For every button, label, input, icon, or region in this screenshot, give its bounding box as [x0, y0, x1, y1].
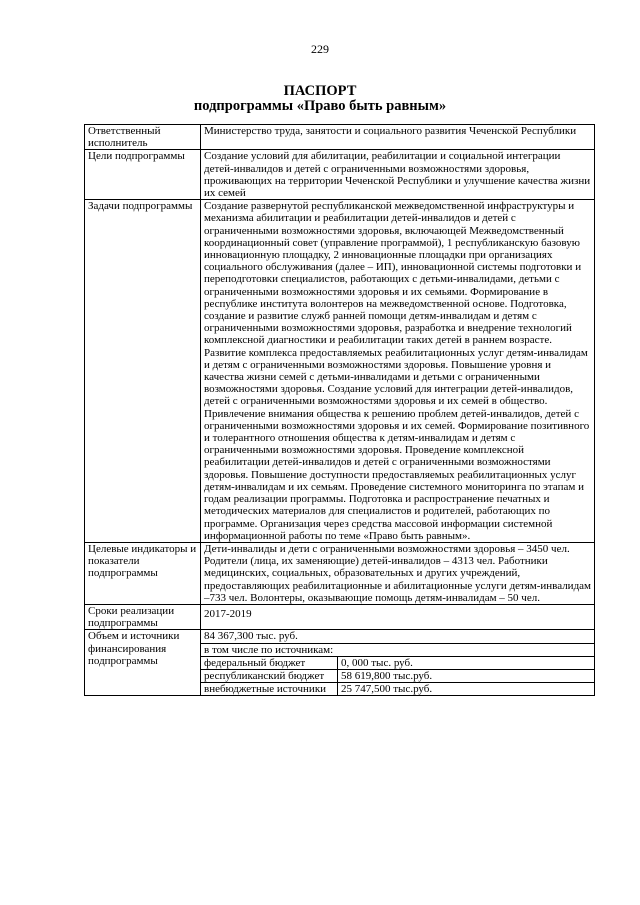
row-value-financing	[201, 630, 595, 696]
row-value-goals: Создание условий для абилитации, реабилитации и социальной интеграции детей-инвалидов и детей с ограниченными возможностями здоровья, проживающих на территории Чеченской Республики и улучшение качества жизни их семей	[201, 150, 595, 200]
row-label-financing: Объем и источники финансирования подпрограммы	[85, 630, 201, 696]
financing-source-amount: 0, 000 тыс. руб.	[338, 656, 595, 669]
financing-source-name: внебюджетные источники	[201, 683, 338, 696]
table-row	[85, 542, 595, 604]
title-line-2: подпрограммы «Право быть равным»	[193, 98, 447, 114]
financing-sources-table	[201, 656, 594, 696]
financing-source-amount: 25 747,500 тыс.руб.	[338, 683, 595, 696]
financing-sources-intro: в том числе по источникам:	[204, 643, 334, 656]
financing-source-amount: 58 619,800 тыс.руб.	[338, 669, 595, 682]
row-value-indicators: Дети-инвалиды и дети с ограниченными возможностями здоровья – 3450 чел. Родители (лица, их заменяющие) детей-инвалидов – 4313 чел. Работники медицинских, социальных, образовательных и других учреждений, предоставляющих реабилитационные и абилитационные услуги детям-инвалидам –733 чел. Волонтеры, оказывающие помощь детям-инвалидам – 50 чел.	[201, 542, 595, 604]
table-row	[85, 604, 595, 629]
table-row	[85, 200, 595, 543]
table-row	[85, 150, 595, 200]
row-value-timeline: 2017-2019	[201, 604, 595, 629]
table-row	[85, 630, 595, 696]
passport-table	[84, 124, 595, 696]
financing-source-row	[201, 683, 594, 696]
title-line-1: ПАСПОРТ	[283, 83, 357, 99]
document-title	[0, 84, 640, 114]
financing-total: 84 367,300 тыс. руб.	[201, 630, 594, 643]
financing-source-row	[201, 669, 594, 682]
financing-source-name: федеральный бюджет	[201, 656, 338, 669]
financing-source-row	[201, 656, 594, 669]
row-label-responsible: Ответственный исполнитель	[85, 125, 201, 150]
table-row	[85, 125, 595, 150]
financing-source-name: республиканский бюджет	[201, 669, 338, 682]
row-label-timeline: Сроки реализации подпрограммы	[85, 604, 201, 629]
row-value-tasks: Создание развернутой республиканской межведомственной инфраструктуры и механизма абилитации и реабилитации детей-инвалидов и детей с ограниченными возможностями здоровья, включающей Межведомственный координационный совет (управление программой), 1 республиканскую базовую инновационную площадку, 2 инновационные площадки при организациях социального обслуживания (далее – ИП), инновационной системы подготовки и переподготовки специалистов, работающих с детьми-инвалидами, детьми с ограниченными возможностями здоровья и их семьями. Формирование в республике института волонтеров на межведомственной основе. Подготовка, создание и развитие служб ранней помощи детям-инвалидам и детям с ограниченными возможностями здоровья, разработка и внедрение технологий комплексной диагностики и реабилитации таких детей в раннем возрасте. Развитие комплекса предоставляемых реабилитационных услуг детям-инвалидам и детям с ограниченными возможностями здоровья. Повышение уровня и качества жизни семей с детьми-инвалидами и детьми с ограниченными возможностями здоровья. Создание условий для интеграции детей-инвалидов, детей с ограниченными возможностями здоровья и их семей в общество. Привлечение внимания общества к решению проблем детей-инвалидов, детей с ограниченными возможностями здоровья и их семей. Формирование позитивного и толерантного отношения общества к детям-инвалидам и детям с ограниченными возможностями здоровья. Проведение комплексной реабилитации детей-инвалидов и детей с ограниченными возможностями здоровья. Повышение доступности предоставляемых реабилитационных услуг детям-инвалидам и их семьям. Проведение системного мониторинга по этапам и годам реализации программы. Подготовка и распространение печатных и методических материалов для специалистов и родителей, работающих по программе. Организация через средства массовой информации системной информационной работы по теме «Право быть равным».	[201, 200, 595, 543]
row-label-indicators: Целевые индикаторы и показатели подпрограммы	[85, 542, 201, 604]
row-label-tasks: Задачи подпрограммы	[85, 200, 201, 543]
row-label-goals: Цели подпрограммы	[85, 150, 201, 200]
row-value-responsible: Министерство труда, занятости и социального развития Чеченской Республики	[201, 125, 595, 150]
page-number: 229	[311, 42, 329, 56]
